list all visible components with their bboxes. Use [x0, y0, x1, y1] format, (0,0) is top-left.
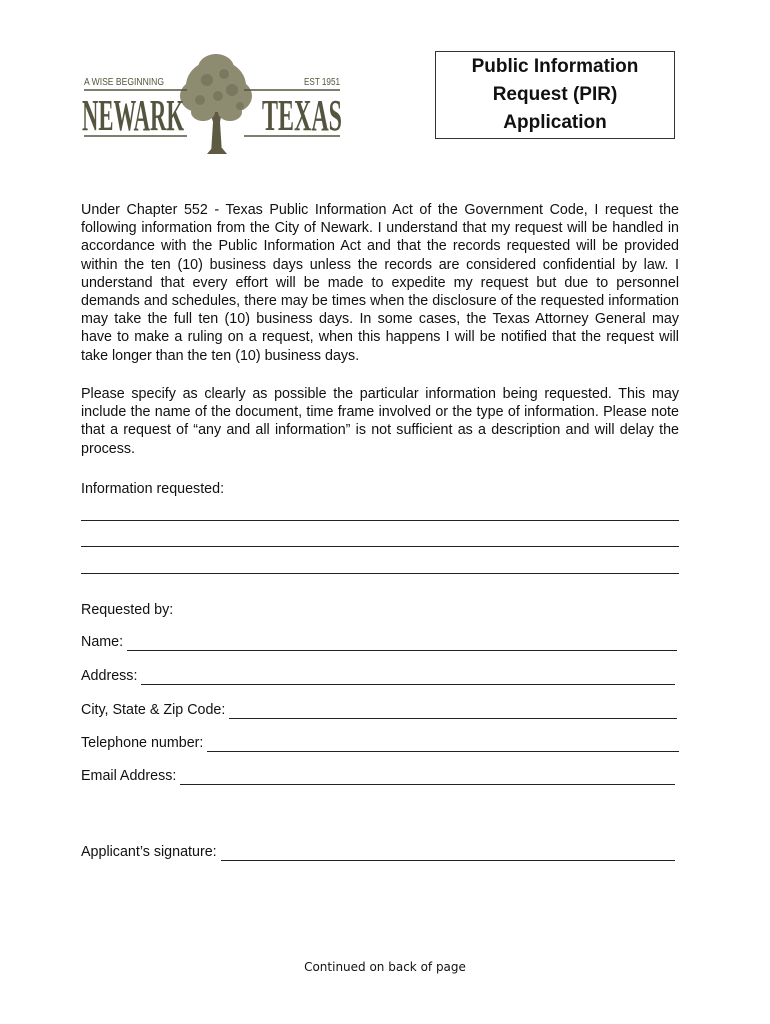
city-state-zip-field[interactable] [229, 704, 677, 719]
email-field[interactable] [180, 770, 675, 785]
requested-by-label: Requested by: [81, 602, 174, 618]
form-title-line3: Application [503, 112, 607, 133]
city-logo [82, 50, 344, 158]
phone-field-row [81, 734, 679, 752]
city-field-row [81, 701, 677, 719]
signature-label: Applicant’s signature: [81, 844, 217, 860]
name-field-row [81, 633, 677, 651]
form-title-box [435, 51, 675, 139]
signature-field[interactable] [221, 846, 675, 861]
info-requested-line-2[interactable] [81, 546, 679, 547]
signature-field-row [81, 843, 675, 861]
telephone-field[interactable] [207, 737, 679, 752]
form-title-line2: Request (PIR) [492, 84, 618, 105]
address-field[interactable] [141, 670, 675, 685]
instructions-paragraph: Please specify as clearly as possible the particular information being requested. This may include the name of the document, time frame involved or the type of information. Please note that a request of “any and all information” is not sufficient as a description and will delay the process. [81, 386, 679, 457]
logo-est: EST 1951 [304, 77, 341, 88]
name-field[interactable] [127, 636, 677, 651]
info-requested-line-3[interactable] [81, 573, 679, 574]
address-label: Address: [81, 668, 138, 684]
name-label: Name: [81, 634, 124, 650]
intro-paragraph: Under Chapter 552 - Texas Public Information Act of the Government Code, I request the following information from the City of Newark. I understand that my request will be handled in accordance with the Public Information Act and that the records requested will be provided within the ten (10) business days unless the records are considered confidential by law. I understand that every effort will be made to expedite my request but due to personnel demands and schedules, there may be times when the disclosure of the requested information may take the full ten (10) business days. In some cases, the Texas Attorney General may have to make a ruling on a request, when this happens I will be notified that the request will take longer than the ten (10) business days. [81, 202, 679, 364]
email-field-row [81, 767, 675, 785]
address-field-row [81, 667, 675, 685]
logo-texas: TEXAS [262, 91, 342, 140]
continued-footer: Continued on back of page [304, 960, 466, 974]
form-title-line1: Public Information [471, 56, 639, 77]
logo-tagline: A WISE BEGINNING [84, 77, 165, 88]
logo-newark: NEWARK [82, 91, 184, 140]
info-requested-label: Information requested: [81, 481, 225, 497]
info-requested-line-1[interactable] [81, 520, 679, 521]
telephone-label: Telephone number: [81, 735, 204, 751]
city-state-zip-label: City, State & Zip Code: [81, 702, 226, 718]
email-label: Email Address: [81, 768, 177, 784]
